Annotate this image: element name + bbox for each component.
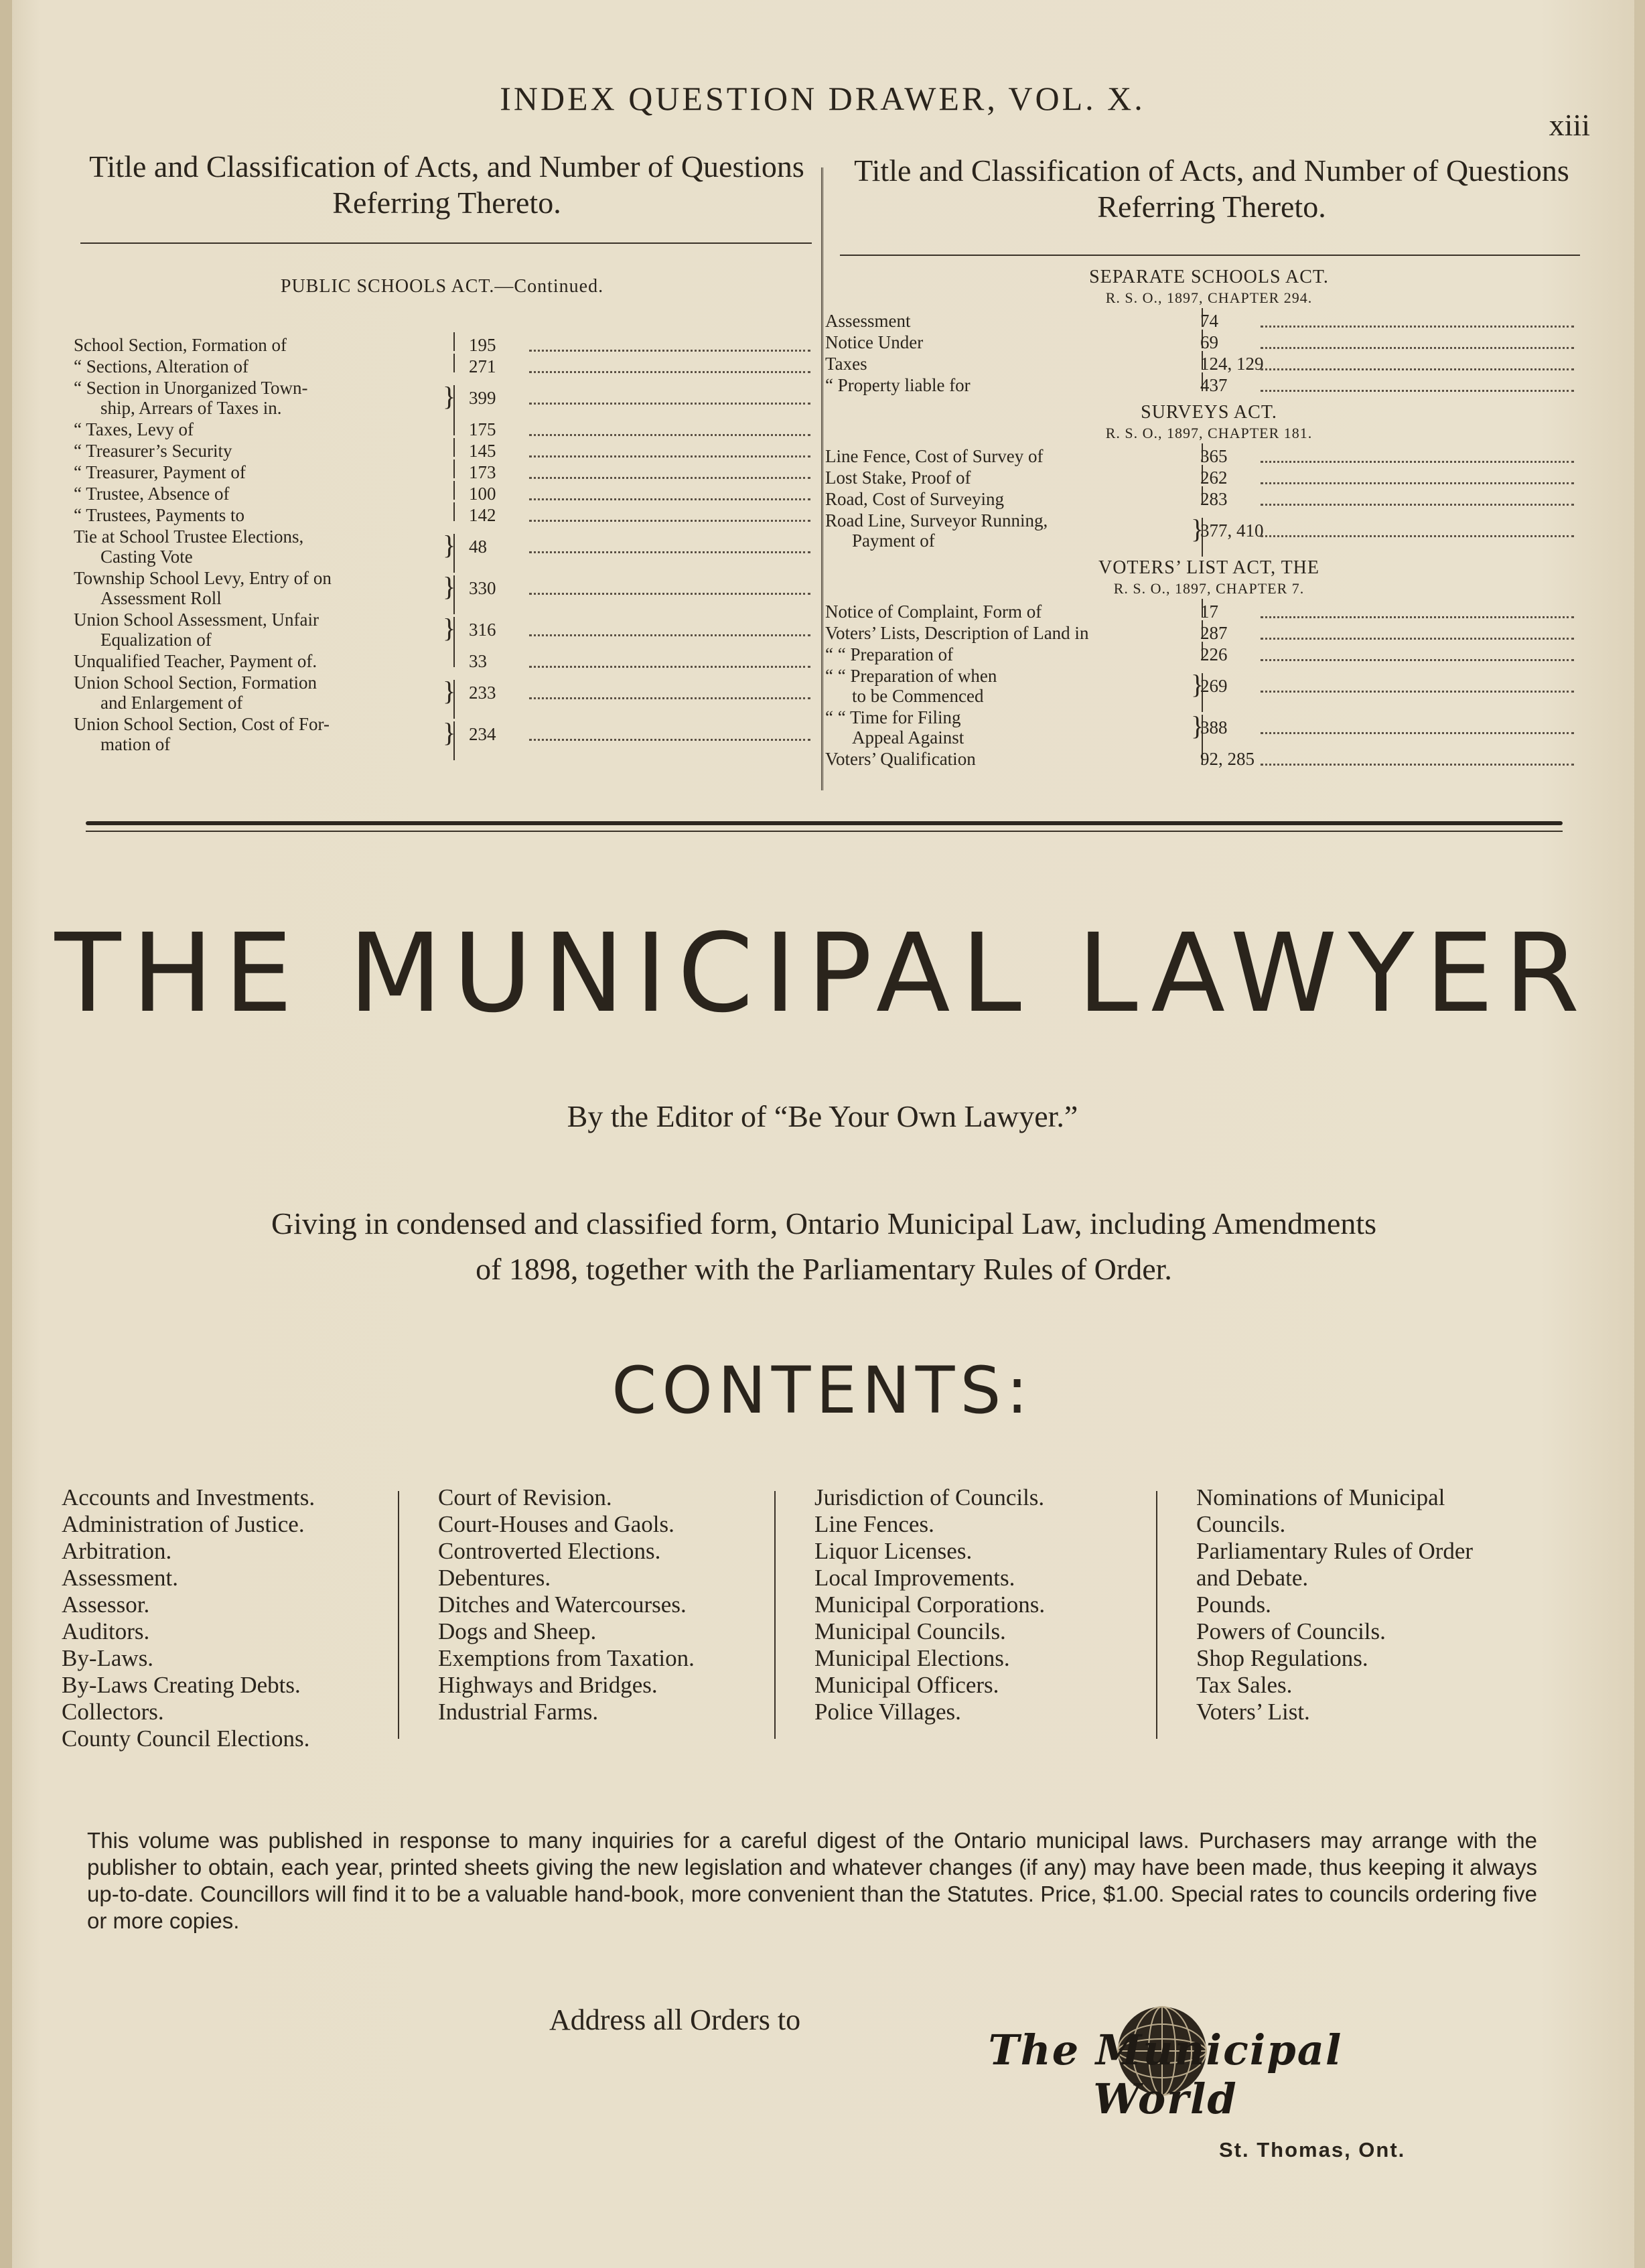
contents-column — [814, 1484, 1045, 1725]
index-row — [825, 601, 1574, 622]
contents-item: Nominations of Municipal — [1196, 1484, 1445, 1510]
leader-dots — [529, 697, 810, 699]
contents-item: County Council Elections. — [62, 1725, 310, 1752]
index-entry-name: Township School Levy, Entry of on — [74, 568, 332, 588]
contents-item: Councils. — [1196, 1511, 1286, 1537]
index-entry-number: 226 — [1200, 644, 1228, 664]
contents-item: Tax Sales. — [1196, 1672, 1293, 1698]
running-head: INDEX QUESTION DRAWER, VOL. X. — [500, 80, 1145, 117]
contents-item: Highways and Bridges. — [438, 1672, 658, 1698]
index-row — [74, 335, 810, 355]
leader-dots — [529, 634, 810, 636]
index-row — [825, 354, 1574, 374]
index-row — [825, 666, 1574, 706]
contents-item: Police Villages. — [814, 1699, 961, 1725]
advert-byline: By the Editor of “Be Your Own Lawyer.” — [567, 1099, 1078, 1133]
contents-item: Municipal Councils. — [814, 1618, 1006, 1644]
index-entry-name: “ “ Preparation of when — [825, 666, 997, 686]
leader-dots — [529, 403, 810, 405]
index-entry-number: 269 — [1200, 676, 1228, 696]
leader-dots — [529, 739, 810, 741]
index-entry-name: “ Treasurer, Payment of — [74, 462, 246, 482]
right-section-title: SEPARATE SCHOOLS ACT. — [1089, 267, 1329, 287]
brace-mark: } — [443, 530, 456, 560]
contents-item: Local Improvements. — [814, 1565, 1015, 1591]
rule-mark — [453, 721, 456, 760]
brace-mark: } — [1191, 711, 1204, 741]
right-section-title: SURVEYS ACT. — [1141, 402, 1277, 423]
index-entry-name: “ “ Preparation of — [825, 644, 954, 664]
rule-mark — [453, 502, 456, 521]
index-entry-number: 92, 285 — [1200, 749, 1255, 769]
index-entry-number: 330 — [469, 578, 496, 598]
index-row — [825, 446, 1574, 466]
index-entry-number: 33 — [469, 651, 487, 671]
index-entry-name: Road Line, Surveyor Running, — [825, 510, 1048, 530]
leader-dots — [1261, 347, 1574, 349]
index-row — [74, 356, 810, 376]
index-row — [825, 707, 1574, 748]
index-entry-number: 100 — [469, 484, 496, 504]
index-entry-name: Line Fence, Cost of Survey of — [825, 446, 1044, 466]
index-entry-name: “ Section in Unorganized Town- — [74, 378, 308, 398]
leader-dots — [529, 520, 810, 522]
rule-mark — [453, 534, 456, 573]
index-row — [825, 375, 1574, 395]
contents-item: Dogs and Sheep. — [438, 1618, 597, 1644]
index-entry-name: “ Property liable for — [825, 375, 971, 395]
page-folio: xiii — [1549, 108, 1590, 142]
index-row — [825, 468, 1574, 488]
index-row — [74, 441, 810, 461]
index-entry-number: 124, 129 — [1200, 354, 1264, 374]
brace-mark: } — [443, 381, 456, 411]
index-row — [74, 505, 810, 525]
contents-item: Debentures. — [438, 1565, 551, 1591]
rule-mark — [453, 459, 456, 478]
index-entry-number: 175 — [469, 419, 496, 439]
contents-item: Jurisdiction of Councils. — [814, 1484, 1045, 1510]
index-entry-name-continued: Payment of — [852, 530, 935, 551]
index-entry-number: 233 — [469, 683, 496, 703]
index-entry-number: 74 — [1200, 311, 1218, 331]
index-entry-number: 316 — [469, 620, 496, 640]
index-entry-number: 283 — [1200, 489, 1228, 509]
index-entry-name-continued: mation of — [100, 734, 171, 754]
contents-item: Municipal Officers. — [814, 1672, 999, 1698]
column-divider — [821, 167, 823, 790]
index-entry-number: 173 — [469, 462, 496, 482]
index-entry-name: “ Treasurer’s Security — [74, 441, 232, 461]
index-entry-name-continued: ship, Arrears of Taxes in. — [100, 398, 282, 418]
leader-dots — [529, 455, 810, 457]
contents-item: Court-Houses and Gaols. — [438, 1511, 674, 1537]
brace-mark: } — [1191, 514, 1204, 544]
contents-item: Exemptions from Taxation. — [438, 1645, 695, 1671]
index-entry-name: Union School Assessment, Unfair — [74, 610, 319, 630]
contents-item: Voters’ List. — [1196, 1699, 1310, 1725]
leader-dots — [529, 477, 810, 479]
brace-mark: } — [443, 717, 456, 748]
contents-item: Auditors. — [62, 1618, 150, 1644]
index-entry-number: 69 — [1200, 332, 1218, 352]
divider-rule-thin — [86, 831, 1563, 832]
index-entry-number: 234 — [469, 724, 496, 744]
index-row — [825, 311, 1574, 331]
leader-dots — [529, 666, 810, 668]
index-entry-name-continued: Casting Vote — [100, 547, 193, 567]
publisher-city: St. Thomas, Ont. — [1219, 2138, 1406, 2161]
index-entry-number: 145 — [469, 441, 496, 461]
left-column-heading: Title and Classification of Acts, and Number of Questions Referring Thereto. — [89, 149, 804, 220]
leader-dots — [1261, 326, 1574, 328]
contents-item: By-Laws. — [62, 1645, 154, 1671]
contents-column — [62, 1484, 315, 1752]
contents-column-rule — [1156, 1491, 1157, 1739]
contents-item: Controverted Elections. — [438, 1538, 661, 1564]
index-row — [825, 644, 1574, 664]
index-entry-name: Voters’ Qualification — [825, 749, 976, 769]
contents-item: Municipal Corporations. — [814, 1591, 1046, 1618]
left-section-title: PUBLIC SCHOOLS ACT.—Continued. — [280, 276, 604, 297]
index-entry-number: 195 — [469, 335, 496, 355]
contents-item: By-Laws Creating Debts. — [62, 1672, 301, 1698]
page-edge — [1634, 0, 1645, 2268]
index-entry-number: 17 — [1200, 601, 1218, 622]
index-entry-name: Lost Stake, Proof of — [825, 468, 971, 488]
advert-description-line-2: of 1898, together with the Parliamentary Rules of Order. — [476, 1252, 1172, 1286]
leader-dots — [1261, 390, 1574, 392]
contents-item: Industrial Farms. — [438, 1699, 599, 1725]
binding-edge — [0, 0, 12, 2268]
index-entry-name: Tie at School Trustee Elections, — [74, 526, 304, 547]
contents-column — [438, 1484, 695, 1725]
contents-item: Administration of Justice. — [62, 1511, 305, 1537]
index-row — [74, 568, 810, 608]
leader-dots — [1261, 535, 1574, 537]
index-entry-name: “ Sections, Alteration of — [74, 356, 248, 376]
leader-dots — [1261, 638, 1574, 640]
index-row — [825, 749, 1574, 769]
divider-rule-thick — [86, 821, 1563, 825]
index-row — [74, 462, 810, 482]
brace-mark: } — [443, 571, 456, 601]
rule-mark — [453, 332, 456, 351]
rule-mark — [453, 417, 456, 435]
index-entry-name: Taxes — [825, 354, 867, 374]
index-row — [74, 672, 810, 713]
contents-column — [1196, 1484, 1473, 1725]
index-entry-name: Union School Section, Cost of For- — [74, 714, 330, 734]
leader-dots — [1261, 764, 1574, 766]
index-row — [74, 714, 810, 754]
contents-item: Line Fences. — [814, 1511, 934, 1537]
index-entry-number: 142 — [469, 505, 496, 525]
contents-item: Court of Revision. — [438, 1484, 612, 1510]
index-entry-name: Assessment — [825, 311, 911, 331]
index-entry-number: 399 — [469, 388, 496, 408]
index-entry-name: “ Taxes, Levy of — [74, 419, 194, 439]
index-row — [825, 332, 1574, 352]
right-column-heading: Title and Classification of Acts, and Number of Questions Referring Thereto. — [854, 153, 1569, 224]
publisher-logo-text: The Municipal World — [988, 2026, 1343, 2123]
contents-item: Ditches and Watercourses. — [438, 1591, 687, 1618]
index-entry-name: Voters’ Lists, Description of Land in — [825, 623, 1089, 643]
index-row — [825, 489, 1574, 509]
leader-dots — [1261, 659, 1574, 661]
leader-dots — [1261, 368, 1574, 370]
index-entry-name: Notice Under — [825, 332, 924, 352]
right-section-title: VOTERS’ LIST ACT, THE — [1098, 557, 1320, 578]
rule-mark — [453, 438, 456, 457]
contents-item: Liquor Licenses. — [814, 1538, 973, 1564]
index-entry-number: 377, 410 — [1200, 520, 1264, 541]
address-label: Address all Orders to — [549, 2003, 801, 2036]
contents-item: Assessor. — [62, 1591, 150, 1618]
rule-mark — [453, 354, 456, 372]
contents-item: Municipal Elections. — [814, 1645, 1010, 1671]
right-section-chapter: R. S. O., 1897, CHAPTER 7. — [1113, 580, 1305, 597]
rule-mark — [453, 648, 456, 667]
index-row — [825, 623, 1574, 643]
brace-mark: } — [443, 613, 456, 643]
index-row — [74, 610, 810, 650]
index-entry-number: 287 — [1200, 623, 1228, 643]
right-section-chapter: R. S. O., 1897, CHAPTER 181. — [1105, 425, 1313, 441]
advert-title: THE MUNICIPAL LAWYER — [54, 911, 1591, 1037]
index-entry-name: Unqualified Teacher, Payment of. — [74, 651, 317, 671]
index-entry-name: Notice of Complaint, Form of — [825, 601, 1042, 622]
index-entry-number: 271 — [469, 356, 496, 376]
leader-dots — [1261, 691, 1574, 693]
right-section-chapter: R. S. O., 1897, CHAPTER 294. — [1105, 289, 1313, 306]
leader-dots — [1261, 616, 1574, 618]
index-row — [74, 378, 810, 418]
contents-column-rule — [398, 1491, 399, 1739]
leader-dots — [529, 350, 810, 352]
leader-dots — [529, 551, 810, 553]
index-entry-name-continued: Equalization of — [100, 630, 212, 650]
index-entry-name: Road, Cost of Surveying — [825, 489, 1004, 509]
contents-item: Assessment. — [62, 1565, 179, 1591]
leader-dots — [529, 371, 810, 373]
contents-item: Powers of Councils. — [1196, 1618, 1386, 1644]
leader-dots — [1261, 461, 1574, 463]
index-entry-name: School Section, Formation of — [74, 335, 287, 355]
index-entry-name: Union School Section, Formation — [74, 672, 317, 693]
contents-item: Parliamentary Rules of Order — [1196, 1538, 1474, 1564]
brace-mark: } — [1191, 669, 1204, 699]
rule-mark — [453, 680, 456, 719]
index-entry-name: “ “ Time for Filing — [825, 707, 961, 727]
publisher-logo — [931, 2003, 1400, 2123]
index-entry-name: “ Trustee, Absence of — [74, 484, 230, 504]
brace-mark: } — [443, 676, 456, 706]
rule-mark — [453, 481, 456, 500]
contents-heading: CONTENTS: — [612, 1353, 1033, 1428]
index-entry-number: 437 — [1200, 375, 1228, 395]
index-row — [74, 526, 810, 567]
contents-item: Pounds. — [1196, 1591, 1271, 1618]
leader-dots — [529, 593, 810, 595]
advert-paragraph: This volume was published in response to many inquiries for a careful digest of the Ontario municipal laws. Purchasers may arrange with the publisher to obtain, each year, printed sheets giving the new legislation and whatever changes (if any) may have been made, thus keeping it always up-to-date. Councillors will find it to be a valuable hand-book, more convenient than the Statutes. Price, $1.00. Special rates to councils ordering five or more copies. — [87, 1828, 1537, 1933]
index-entry-name-continued: Appeal Against — [852, 727, 964, 748]
left-heading-rule — [80, 242, 812, 244]
contents-item: Accounts and Investments. — [62, 1484, 315, 1510]
right-heading-rule — [840, 255, 1580, 256]
index-entry-name-continued: and Enlargement of — [100, 693, 243, 713]
index-entry-number: 48 — [469, 537, 487, 557]
index-entry-name-continued: to be Commenced — [852, 686, 984, 706]
contents-item: Shop Regulations. — [1196, 1645, 1368, 1671]
leader-dots — [1261, 482, 1574, 484]
index-entry-name-continued: Assessment Roll — [100, 588, 222, 608]
index-entry-number: 388 — [1200, 717, 1228, 737]
leader-dots — [1261, 732, 1574, 734]
contents-item: and Debate. — [1196, 1565, 1309, 1591]
index-entry-number: 262 — [1200, 468, 1228, 488]
index-row — [74, 651, 810, 671]
leader-dots — [1261, 504, 1574, 506]
index-row — [74, 419, 810, 439]
advert-description-line-1: Giving in condensed and classified form, Ontario Municipal Law, including Amendments — [271, 1206, 1377, 1241]
contents-item: Arbitration. — [62, 1538, 172, 1564]
contents-item: Collectors. — [62, 1699, 164, 1725]
leader-dots — [529, 498, 810, 500]
index-row — [825, 510, 1574, 551]
contents-column-rule — [774, 1491, 776, 1739]
index-entry-number: 365 — [1200, 446, 1228, 466]
index-entry-name: “ Trustees, Payments to — [74, 505, 245, 525]
rule-mark — [453, 575, 456, 614]
index-row — [74, 484, 810, 504]
leader-dots — [529, 434, 810, 436]
